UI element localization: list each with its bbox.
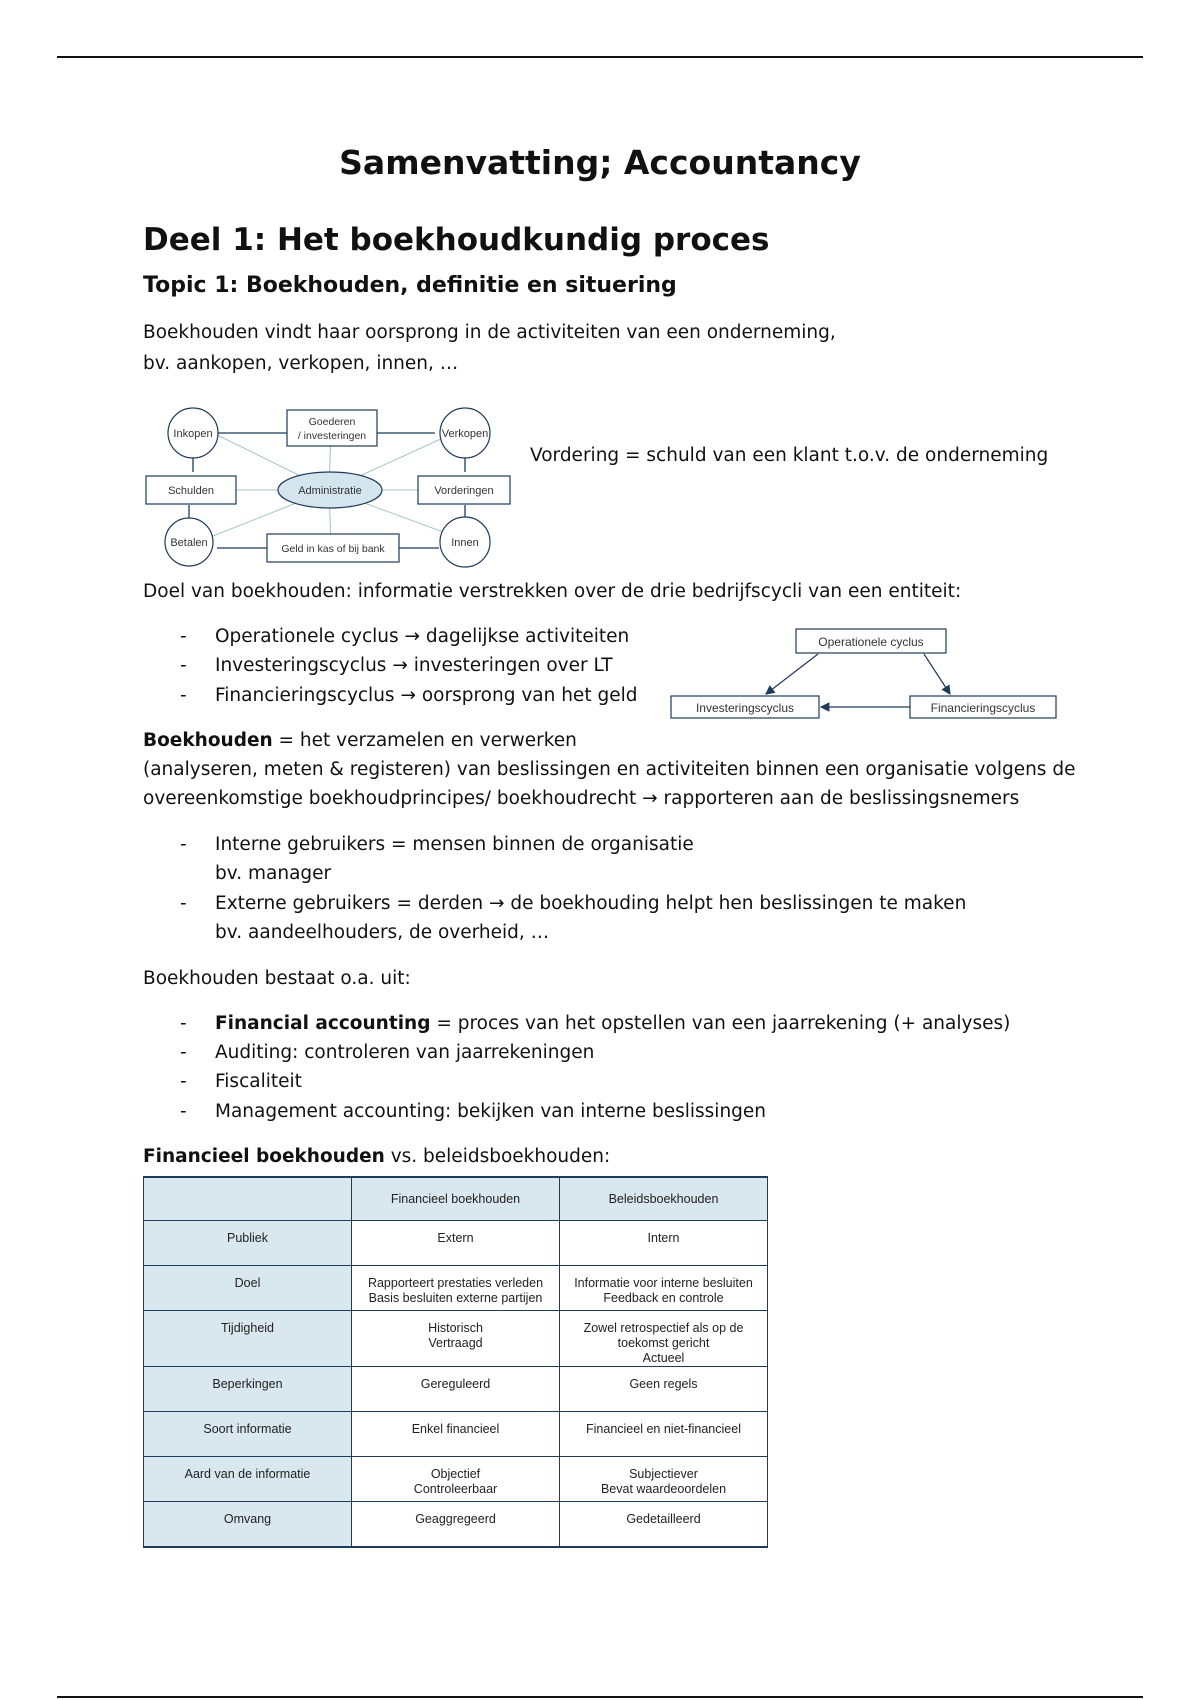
- bullet-dash: -: [180, 626, 187, 647]
- node-geld: Geld in kas of bij bank: [281, 543, 385, 555]
- table-cell: Aard van de informatie: [144, 1457, 352, 1502]
- table-header-cell: Financieel boekhouden: [352, 1177, 560, 1221]
- bullet-dash: -: [180, 1071, 187, 1092]
- table-row: [144, 1457, 768, 1502]
- intro-line-1: Boekhouden vindt haar oorsprong in de activiteiten van een onderneming,: [143, 322, 836, 343]
- table-cell: Geen regels: [560, 1367, 768, 1412]
- table-cell: Soort informatie: [144, 1412, 352, 1457]
- cycle-item-financiering: Financieringscyclus → oorsprong van het geld: [215, 685, 638, 706]
- node-schulden: Schulden: [168, 485, 214, 497]
- top-rule: [57, 56, 1143, 58]
- cycles-diagram: [668, 624, 1060, 724]
- node-betalen: Betalen: [170, 537, 208, 549]
- table-header-cell: [144, 1177, 352, 1221]
- table-cell: Gedetailleerd: [560, 1502, 768, 1547]
- comparison-term: Financieel boekhouden: [143, 1146, 385, 1167]
- cycle-node-operationeel: Operationele cyclus: [818, 635, 924, 649]
- table-header-row: [144, 1177, 768, 1221]
- bullet-dash: -: [180, 834, 187, 855]
- table-row: [144, 1412, 768, 1457]
- doel-line: Doel van boekhouden: informatie verstrekken over de drie bedrijfscycli van een entiteit:: [143, 581, 962, 602]
- component-financial: [215, 1013, 1010, 1034]
- node-goederen-2: / investeringen: [297, 430, 367, 442]
- table-cell: Gereguleerd: [352, 1367, 560, 1412]
- users-extern-line-1: Externe gebruikers = derden → de boekhouding helpt hen beslissingen te maken: [215, 893, 967, 914]
- comparison-rest: vs. beleidsboekhouden:: [384, 1146, 611, 1167]
- table-cell: Informatie voor interne besluiten Feedback en controle: [560, 1266, 768, 1311]
- users-extern-line-2: bv. aandeelhouders, de overheid, …: [215, 922, 550, 943]
- financial-term: Financial accounting: [215, 1013, 431, 1034]
- users-intern-line-1: Interne gebruikers = mensen binnen de organisatie: [215, 834, 694, 855]
- definition-line-2: (analyseren, meten & registeren) van beslissingen en activiteiten binnen een organisatie volgens de: [143, 759, 1076, 780]
- bullet-dash: -: [180, 1101, 187, 1122]
- document-title: Samenvatting; Accountancy: [339, 143, 861, 182]
- node-administratie: Administratie: [298, 485, 362, 497]
- part-heading: Deel 1: Het boekhoudkundig proces: [143, 222, 770, 258]
- table-cell: Publiek: [144, 1221, 352, 1266]
- table-row: [144, 1311, 768, 1367]
- definition-term: Boekhouden: [143, 730, 273, 751]
- bullet-dash: -: [180, 1013, 187, 1034]
- bullet-dash: -: [180, 1042, 187, 1063]
- node-innen: Innen: [451, 537, 479, 549]
- bestaat-line: Boekhouden bestaat o.a. uit:: [143, 968, 411, 989]
- vordering-note: Vordering = schuld van een klant t.o.v. de onderneming: [530, 445, 1049, 466]
- node-verkopen: Verkopen: [441, 428, 489, 440]
- component-fiscaliteit: Fiscaliteit: [215, 1071, 302, 1092]
- table-cell: Historisch Vertraagd: [352, 1311, 560, 1367]
- table-cell: Extern: [352, 1221, 560, 1266]
- bullet-dash: -: [180, 893, 187, 914]
- table-row: [144, 1221, 768, 1266]
- node-goederen-1: Goederen: [308, 416, 356, 428]
- table-cell: Rapporteert prestaties verleden Basis besluiten externe partijen: [352, 1266, 560, 1311]
- comparison-line: [143, 1146, 610, 1167]
- table-cell: Tijdigheid: [144, 1311, 352, 1367]
- node-vorderingen: Vorderingen: [434, 485, 494, 497]
- cycle-node-financiering: Financieringscyclus: [930, 701, 1036, 715]
- component-auditing: Auditing: controleren van jaarrekeningen: [215, 1042, 595, 1063]
- table-row: [144, 1367, 768, 1412]
- table-cell: Zowel retrospectief als op de toekomst gericht Actueel: [560, 1311, 768, 1367]
- bullet-dash: -: [180, 655, 187, 676]
- table-cell: Objectief Controleerbaar: [352, 1457, 560, 1502]
- table-cell: Enkel financieel: [352, 1412, 560, 1457]
- activities-diagram: [143, 400, 513, 572]
- table-header-cell: Beleidsboekhouden: [560, 1177, 768, 1221]
- table-cell: Subjectiever Bevat waardeoordelen: [560, 1457, 768, 1502]
- definition-line-1: [143, 730, 577, 751]
- bottom-rule: [57, 1696, 1143, 1698]
- component-management: Management accounting: bekijken van interne beslissingen: [215, 1101, 767, 1122]
- cycle-node-investering: Investeringscyclus: [695, 701, 795, 715]
- table-cell: Financieel en niet-financieel: [560, 1412, 768, 1457]
- node-inkopen: Inkopen: [173, 428, 213, 440]
- cycle-item-operationeel: Operationele cyclus → dagelijkse activiteiten: [215, 626, 630, 647]
- table-row: [144, 1266, 768, 1311]
- topic-heading: Topic 1: Boekhouden, definitie en situering: [143, 273, 677, 298]
- definition-rest: = het verzamelen en verwerken: [272, 730, 577, 751]
- cycle-item-investering: Investeringscyclus → investeringen over LT: [215, 655, 613, 676]
- comparison-table: [143, 1176, 768, 1548]
- table-cell: Omvang: [144, 1502, 352, 1547]
- intro-line-2: bv. aankopen, verkopen, innen, …: [143, 353, 459, 374]
- users-intern-line-2: bv. manager: [215, 863, 332, 884]
- table-cell: Doel: [144, 1266, 352, 1311]
- bullet-dash: -: [180, 685, 187, 706]
- financial-rest: = proces van het opstellen van een jaarrekening (+ analyses): [430, 1013, 1011, 1034]
- table-cell: Beperkingen: [144, 1367, 352, 1412]
- definition-line-3: overeenkomstige boekhoudprincipes/ boekhoudrecht → rapporteren aan de beslissingsnemers: [143, 788, 1020, 809]
- table-row: [144, 1502, 768, 1547]
- table-cell: Geaggregeerd: [352, 1502, 560, 1547]
- table-cell: Intern: [560, 1221, 768, 1266]
